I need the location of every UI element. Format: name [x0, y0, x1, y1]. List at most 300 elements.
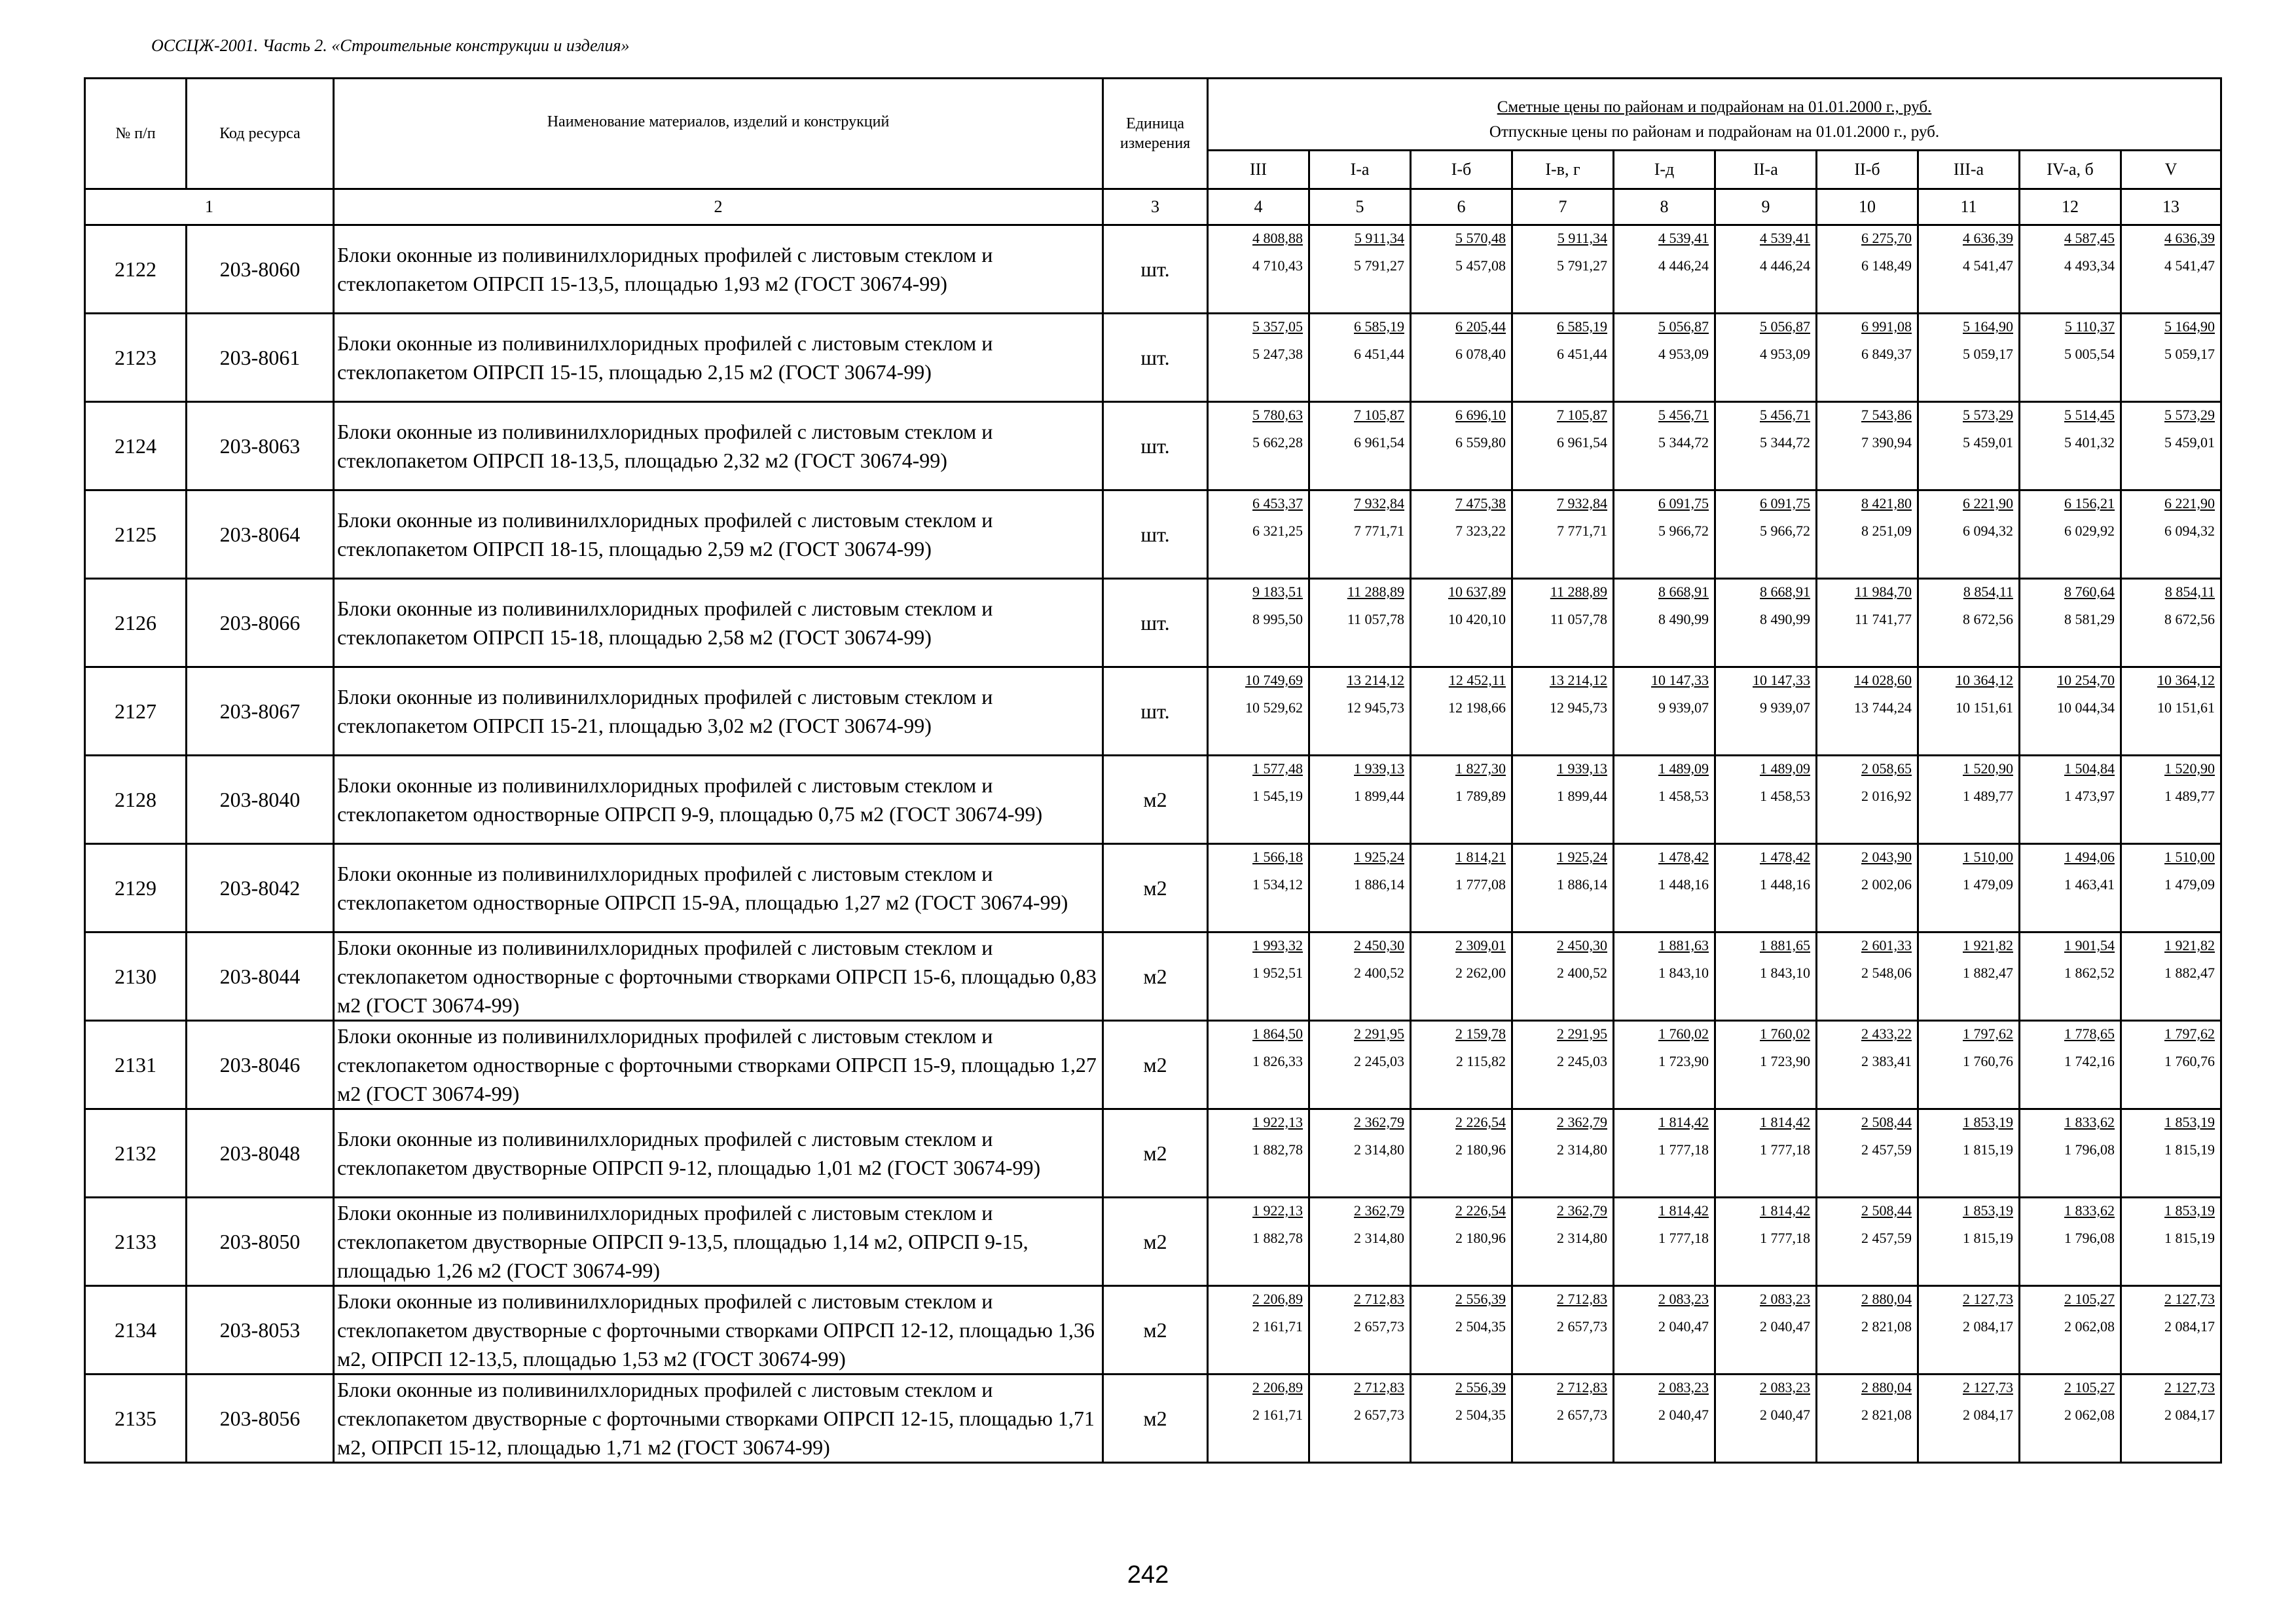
estimate-price: 4 587,45 [2064, 230, 2115, 246]
release-price: 4 446,24 [1658, 257, 1709, 274]
table-row [85, 1021, 2221, 1109]
estimate-price: 5 357,05 [1252, 318, 1303, 335]
release-price: 4 710,43 [1252, 257, 1303, 274]
price-cell [1817, 1198, 1918, 1286]
release-price: 1 815,19 [1963, 1230, 2013, 1246]
price-cell [1715, 1286, 1817, 1375]
price-cell [1817, 1021, 1918, 1109]
estimate-price: 4 636,39 [2164, 230, 2215, 246]
estimate-price: 6 453,37 [1252, 495, 1303, 511]
estimate-price: 2 508,44 [1861, 1202, 1912, 1219]
release-price: 7 771,71 [1354, 523, 1404, 539]
release-price: 11 741,77 [1854, 611, 1912, 627]
release-price: 1 789,89 [1455, 788, 1506, 804]
item-name: Блоки оконные из поливинилхлоридных профилей с листовым стеклом и стеклопакетом одностворные ОПРСП 15-9А, площадью 1,27 м2 (ГОСТ 30674-99) [334, 844, 1103, 932]
price-cell [2020, 314, 2121, 402]
item-name: Блоки оконные из поливинилхлоридных профилей с листовым стеклом и стеклопакетом двустворные с форточными створками ОПРСП 12-12, площадью 1,36 м2, ОПРСП 12-13,5, площадью 1,53 м2 (ГОСТ 30674-99) [334, 1286, 1103, 1375]
release-price: 12 945,73 [1550, 699, 1607, 716]
estimate-price: 10 254,70 [2057, 672, 2115, 688]
resource-code: 203-8042 [187, 844, 334, 932]
estimate-price: 1 814,42 [1760, 1114, 1810, 1130]
price-cell [1614, 756, 1715, 844]
header-estimate-prices: Сметные цены по районам и подрайонам на 01.01.2000 г., руб. [1497, 98, 1932, 117]
unit-of-measure: м2 [1103, 1109, 1208, 1198]
estimate-price: 1 833,62 [2064, 1202, 2115, 1219]
release-price: 2 180,96 [1455, 1141, 1506, 1158]
resource-code: 203-8044 [187, 932, 334, 1021]
estimate-price: 1 922,13 [1252, 1202, 1303, 1219]
release-price: 2 457,59 [1861, 1141, 1912, 1158]
price-cell [1715, 579, 1817, 667]
price-cell [1411, 579, 1512, 667]
release-price: 1 815,19 [2164, 1230, 2215, 1246]
release-price: 1 545,19 [1252, 788, 1303, 804]
price-cell [1411, 225, 1512, 314]
estimate-price: 1 853,19 [1963, 1114, 2013, 1130]
estimate-price: 1 881,65 [1760, 937, 1810, 953]
estimate-price: 2 450,30 [1354, 937, 1404, 953]
price-cell [1309, 844, 1411, 932]
release-price: 10 151,61 [1956, 699, 2013, 716]
estimate-price: 8 668,91 [1760, 583, 1810, 600]
release-price: 1 448,16 [1760, 876, 1810, 893]
row-number: 2132 [85, 1109, 187, 1198]
price-cell [2121, 1198, 2221, 1286]
item-name: Блоки оконные из поливинилхлоридных профилей с листовым стеклом и стеклопакетом ОПРСП 15-18, площадью 2,58 м2 (ГОСТ 30674-99) [334, 579, 1103, 667]
column-number: 2 [334, 189, 1103, 225]
estimate-price: 5 164,90 [1963, 318, 2013, 335]
release-price: 1 760,76 [2164, 1053, 2215, 1069]
price-cell [1817, 1109, 1918, 1198]
estimate-price: 1 853,19 [2164, 1202, 2215, 1219]
price-cell [2020, 844, 2121, 932]
estimate-price: 10 147,33 [1753, 672, 1810, 688]
release-price: 2 657,73 [1354, 1407, 1404, 1423]
release-price: 2 115,82 [1455, 1053, 1506, 1069]
release-price: 11 057,78 [1347, 611, 1404, 627]
estimate-price: 1 797,62 [1963, 1025, 2013, 1042]
item-name: Блоки оконные из поливинилхлоридных профилей с листовым стеклом и стеклопакетом двустворные с форточными створками ОПРСП 12-15, площадью 1,71 м2, ОПРСП 15-12, площадью 1,71 м2 (ГОСТ 30674-99) [334, 1375, 1103, 1463]
release-price: 5 791,27 [1354, 257, 1404, 274]
release-price: 8 251,09 [1861, 523, 1912, 539]
price-cell [2020, 225, 2121, 314]
price-cell [2121, 1286, 2221, 1375]
release-price: 9 939,07 [1760, 699, 1810, 716]
estimate-price: 6 091,75 [1760, 495, 1810, 511]
release-price: 5 457,08 [1455, 257, 1506, 274]
price-cell [1411, 402, 1512, 490]
resource-code: 203-8063 [187, 402, 334, 490]
price-cell [1614, 844, 1715, 932]
estimate-price: 4 808,88 [1252, 230, 1303, 246]
price-cell [2121, 756, 2221, 844]
resource-code: 203-8056 [187, 1375, 334, 1463]
release-price: 8 490,99 [1658, 611, 1709, 627]
estimate-price: 5 164,90 [2164, 318, 2215, 335]
price-cell [1512, 1109, 1614, 1198]
release-price: 1 760,76 [1963, 1053, 2013, 1069]
item-name: Блоки оконные из поливинилхлоридных профилей с листовым стеклом и стеклопакетом двустворные ОПРСП 9-13,5, площадью 1,14 м2, ОПРСП 9-15, площадью 1,26 м2 (ГОСТ 30674-99) [334, 1198, 1103, 1286]
estimate-price: 2 362,79 [1354, 1202, 1404, 1219]
estimate-price: 1 921,82 [2164, 937, 2215, 953]
price-cell [2121, 667, 2221, 756]
resource-code: 203-8064 [187, 490, 334, 579]
estimate-price: 10 147,33 [1651, 672, 1709, 688]
release-price: 6 451,44 [1354, 346, 1404, 362]
item-name: Блоки оконные из поливинилхлоридных профилей с листовым стеклом и стеклопакетом ОПРСП 15-21, площадью 3,02 м2 (ГОСТ 30674-99) [334, 667, 1103, 756]
estimate-price: 4 539,41 [1760, 230, 1810, 246]
price-cell [2121, 932, 2221, 1021]
estimate-price: 10 749,69 [1245, 672, 1303, 688]
unit-of-measure: м2 [1103, 1021, 1208, 1109]
price-cell [1208, 490, 1309, 579]
estimate-price: 2 206,89 [1252, 1379, 1303, 1395]
estimate-price: 6 221,90 [2164, 495, 2215, 511]
unit-of-measure: шт. [1103, 579, 1208, 667]
estimate-price: 1 520,90 [1963, 760, 2013, 777]
release-price: 1 882,78 [1252, 1230, 1303, 1246]
price-cell [1614, 490, 1715, 579]
release-price: 1 777,08 [1455, 876, 1506, 893]
release-price: 2 040,47 [1760, 1318, 1810, 1335]
release-price: 1 843,10 [1760, 965, 1810, 981]
release-price: 2 084,17 [1963, 1318, 2013, 1335]
estimate-price: 2 043,90 [1861, 849, 1912, 865]
estimate-price: 2 712,83 [1557, 1291, 1607, 1307]
estimate-price: 2 159,78 [1455, 1025, 1506, 1042]
estimate-price: 2 105,27 [2064, 1291, 2115, 1307]
release-price: 2 245,03 [1557, 1053, 1607, 1069]
estimate-price: 8 760,64 [2064, 583, 2115, 600]
header-code: Код ресурса [187, 79, 334, 189]
price-cell [1208, 667, 1309, 756]
estimate-price: 1 510,00 [1963, 849, 2013, 865]
estimate-price: 5 573,29 [2164, 407, 2215, 423]
price-cell [1918, 1021, 2020, 1109]
release-price: 5 005,54 [2064, 346, 2115, 362]
estimate-price: 2 309,01 [1455, 937, 1506, 953]
release-price: 11 057,78 [1550, 611, 1607, 627]
price-cell [1208, 1021, 1309, 1109]
column-number: 3 [1103, 189, 1208, 225]
price-cell [1715, 1375, 1817, 1463]
estimate-price: 1 778,65 [2064, 1025, 2115, 1042]
estimate-price: 1 939,13 [1354, 760, 1404, 777]
estimate-price: 2 058,65 [1861, 760, 1912, 777]
column-number: 8 [1614, 189, 1715, 225]
release-price: 2 180,96 [1455, 1230, 1506, 1246]
release-price: 1 815,19 [2164, 1141, 2215, 1158]
estimate-price: 1 827,30 [1455, 760, 1506, 777]
release-price: 5 662,28 [1252, 434, 1303, 451]
price-cell [2121, 579, 2221, 667]
price-cell [1817, 1375, 1918, 1463]
release-price: 10 529,62 [1245, 699, 1303, 716]
estimate-price: 2 226,54 [1455, 1202, 1506, 1219]
table-row [85, 1109, 2221, 1198]
price-cell [2020, 402, 2121, 490]
price-cell [1715, 1198, 1817, 1286]
estimate-price: 1 797,62 [2164, 1025, 2215, 1042]
estimate-price: 2 083,23 [1760, 1291, 1810, 1307]
release-price: 1 777,18 [1658, 1230, 1709, 1246]
price-cell [1512, 225, 1614, 314]
release-price: 1 843,10 [1658, 965, 1709, 981]
price-cell [1918, 490, 2020, 579]
region-header: I-б [1411, 151, 1512, 189]
price-cell [1817, 314, 1918, 402]
price-cell [2020, 1198, 2121, 1286]
price-cell [1715, 932, 1817, 1021]
price-cell [1715, 667, 1817, 756]
release-price: 2 657,73 [1557, 1318, 1607, 1335]
price-cell [1208, 402, 1309, 490]
price-cell [1918, 579, 2020, 667]
price-cell [1411, 1021, 1512, 1109]
release-price: 8 672,56 [1963, 611, 2013, 627]
estimate-price: 8 668,91 [1658, 583, 1709, 600]
estimate-price: 2 712,83 [1354, 1291, 1404, 1307]
release-price: 6 849,37 [1861, 346, 1912, 362]
estimate-price: 5 911,34 [1557, 230, 1607, 246]
estimate-price: 1 993,32 [1252, 937, 1303, 953]
release-price: 5 401,32 [2064, 434, 2115, 451]
estimate-price: 1 577,48 [1252, 760, 1303, 777]
release-price: 5 966,72 [1760, 523, 1810, 539]
estimate-price: 1 921,82 [1963, 937, 2013, 953]
release-price: 12 198,66 [1448, 699, 1506, 716]
release-price: 1 723,90 [1658, 1053, 1709, 1069]
region-header: I-д [1614, 151, 1715, 189]
release-price: 1 886,14 [1354, 876, 1404, 893]
release-price: 6 451,44 [1557, 346, 1607, 362]
estimate-price: 2 291,95 [1557, 1025, 1607, 1042]
price-cell [1614, 314, 1715, 402]
unit-of-measure: м2 [1103, 1375, 1208, 1463]
price-cell [1614, 579, 1715, 667]
estimate-price: 2 127,73 [2164, 1291, 2215, 1307]
release-price: 2 400,52 [1557, 965, 1607, 981]
page-number: 242 [1127, 1561, 1169, 1589]
price-cell [1614, 402, 1715, 490]
price-cell [1715, 490, 1817, 579]
release-price: 1 458,53 [1658, 788, 1709, 804]
release-price: 2 314,80 [1557, 1230, 1607, 1246]
price-cell [1614, 1286, 1715, 1375]
price-cell [1411, 1375, 1512, 1463]
release-price: 1 777,18 [1760, 1141, 1810, 1158]
release-price: 12 945,73 [1347, 699, 1404, 716]
release-price: 2 821,08 [1861, 1407, 1912, 1423]
release-price: 7 390,94 [1861, 434, 1912, 451]
price-cell [1614, 1109, 1715, 1198]
price-cell [1817, 579, 1918, 667]
estimate-price: 1 864,50 [1252, 1025, 1303, 1042]
row-number: 2123 [85, 314, 187, 402]
estimate-price: 2 362,79 [1354, 1114, 1404, 1130]
release-price: 5 791,27 [1557, 257, 1607, 274]
estimate-price: 2 127,73 [1963, 1291, 2013, 1307]
price-cell [1411, 1286, 1512, 1375]
release-price: 2 314,80 [1354, 1230, 1404, 1246]
price-cell [1715, 225, 1817, 314]
row-number: 2134 [85, 1286, 187, 1375]
release-price: 2 383,41 [1861, 1053, 1912, 1069]
header-unit: Единица измерения [1103, 79, 1208, 189]
price-cell [2020, 932, 2121, 1021]
estimate-price: 2 712,83 [1557, 1379, 1607, 1395]
release-price: 4 541,47 [1963, 257, 2013, 274]
price-cell [1208, 932, 1309, 1021]
price-cell [2020, 1286, 2121, 1375]
region-header: II-а [1715, 151, 1817, 189]
price-cell [1817, 756, 1918, 844]
estimate-price: 13 214,12 [1550, 672, 1607, 688]
column-number: 9 [1715, 189, 1817, 225]
price-cell [2121, 1021, 2221, 1109]
header-name: Наименование материалов, изделий и конструкций [334, 79, 1103, 189]
price-cell [1918, 1286, 2020, 1375]
estimate-price: 2 712,83 [1354, 1379, 1404, 1395]
estimate-price: 7 543,86 [1861, 407, 1912, 423]
price-cell [2121, 1109, 2221, 1198]
release-price: 1 952,51 [1252, 965, 1303, 981]
release-price: 2 504,35 [1455, 1318, 1506, 1335]
estimate-price: 1 478,42 [1658, 849, 1709, 865]
price-cell [1309, 579, 1411, 667]
price-cell [1918, 667, 2020, 756]
price-cell [1918, 1198, 2020, 1286]
estimate-price: 1 494,06 [2064, 849, 2115, 865]
release-price: 6 148,49 [1861, 257, 1912, 274]
item-name: Блоки оконные из поливинилхлоридных профилей с листовым стеклом и стеклопакетом одностворные с форточными створками ОПРСП 15-6, площадью 0,83 м2 (ГОСТ 30674-99) [334, 932, 1103, 1021]
release-price: 6 559,80 [1455, 434, 1506, 451]
estimate-price: 6 585,19 [1557, 318, 1607, 335]
estimate-price: 6 205,44 [1455, 318, 1506, 335]
estimate-price: 12 452,11 [1448, 672, 1506, 688]
price-cell [1918, 932, 2020, 1021]
estimate-price: 11 288,89 [1550, 583, 1607, 600]
price-cell [1817, 844, 1918, 932]
release-price: 2 161,71 [1252, 1318, 1303, 1335]
header-price-group [1208, 79, 2221, 151]
price-cell [2020, 1375, 2121, 1463]
estimate-price: 5 056,87 [1658, 318, 1709, 335]
resource-code: 203-8050 [187, 1198, 334, 1286]
price-cell [1715, 756, 1817, 844]
release-price: 1 815,19 [1963, 1141, 2013, 1158]
estimate-price: 2 880,04 [1861, 1379, 1912, 1395]
item-name: Блоки оконные из поливинилхлоридных профилей с листовым стеклом и стеклопакетом ОПРСП 18-13,5, площадью 2,32 м2 (ГОСТ 30674-99) [334, 402, 1103, 490]
unit-of-measure: м2 [1103, 1286, 1208, 1375]
header-num: № п/п [85, 79, 187, 189]
item-name: Блоки оконные из поливинилхлоридных профилей с листовым стеклом и стеклопакетом одностворные с форточными створками ОПРСП 15-9, площадью 1,27 м2 (ГОСТ 30674-99) [334, 1021, 1103, 1109]
estimate-price: 2 083,23 [1658, 1379, 1709, 1395]
table-row [85, 932, 2221, 1021]
region-header: I-в, г [1512, 151, 1614, 189]
release-price: 2 314,80 [1557, 1141, 1607, 1158]
estimate-price: 2 450,30 [1557, 937, 1607, 953]
running-header: ОССЦЖ-2001. Часть 2. «Строительные конструкции и изделия» [151, 36, 630, 55]
estimate-price: 1 760,02 [1760, 1025, 1810, 1042]
release-price: 1 489,77 [2164, 788, 2215, 804]
price-cell [2121, 1375, 2221, 1463]
price-cell [1208, 314, 1309, 402]
price-cell [2020, 1109, 2121, 1198]
resource-code: 203-8067 [187, 667, 334, 756]
release-price: 5 966,72 [1658, 523, 1709, 539]
table-row [85, 667, 2221, 756]
estimate-price: 2 433,22 [1861, 1025, 1912, 1042]
release-price: 2 084,17 [2164, 1318, 2215, 1335]
estimate-price: 6 991,08 [1861, 318, 1912, 335]
price-cell [1411, 932, 1512, 1021]
price-cell [1512, 1375, 1614, 1463]
price-cell [1309, 932, 1411, 1021]
estimate-price: 13 214,12 [1347, 672, 1404, 688]
estimate-price: 11 288,89 [1347, 583, 1404, 600]
price-cell [1715, 844, 1817, 932]
release-price: 1 742,16 [2064, 1053, 2115, 1069]
price-cell [1715, 314, 1817, 402]
estimate-price: 1 853,19 [1963, 1202, 2013, 1219]
estimate-price: 1 925,24 [1354, 849, 1404, 865]
estimate-price: 10 637,89 [1448, 583, 1506, 600]
estimate-price: 1 881,63 [1658, 937, 1709, 953]
release-price: 1 723,90 [1760, 1053, 1810, 1069]
release-price: 6 961,54 [1557, 434, 1607, 451]
release-price: 2 062,08 [2064, 1407, 2115, 1423]
price-cell [1715, 402, 1817, 490]
table-row [85, 1375, 2221, 1463]
release-price: 1 479,09 [1963, 876, 2013, 893]
estimate-price: 7 932,84 [1354, 495, 1404, 511]
region-header: III-а [1918, 151, 2020, 189]
estimate-price: 8 854,11 [1963, 583, 2013, 600]
price-cell [1817, 490, 1918, 579]
price-cell [1309, 225, 1411, 314]
price-cell [1411, 1109, 1512, 1198]
estimate-price: 1 489,09 [1760, 760, 1810, 777]
unit-of-measure: шт. [1103, 667, 1208, 756]
price-cell [1512, 844, 1614, 932]
release-price: 1 458,53 [1760, 788, 1810, 804]
estimate-price: 5 911,34 [1354, 230, 1404, 246]
estimate-price: 1 478,42 [1760, 849, 1810, 865]
release-price: 7 771,71 [1557, 523, 1607, 539]
column-number: 1 [85, 189, 334, 225]
release-price: 1 777,18 [1658, 1141, 1709, 1158]
estimate-price: 4 636,39 [1963, 230, 2013, 246]
price-cell [1512, 402, 1614, 490]
item-name: Блоки оконные из поливинилхлоридных профилей с листовым стеклом и стеклопакетом одностворные ОПРСП 9-9, площадью 0,75 м2 (ГОСТ 30674-99) [334, 756, 1103, 844]
price-cell [1411, 314, 1512, 402]
estimate-price: 5 056,87 [1760, 318, 1810, 335]
price-cell [2020, 667, 2121, 756]
estimate-price: 1 939,13 [1557, 760, 1607, 777]
estimate-price: 11 984,70 [1854, 583, 1912, 600]
release-price: 8 581,29 [2064, 611, 2115, 627]
resource-code: 203-8061 [187, 314, 334, 402]
row-number: 2130 [85, 932, 187, 1021]
estimate-price: 1 814,42 [1760, 1202, 1810, 1219]
column-number-row [85, 189, 2221, 225]
release-price: 1 463,41 [2064, 876, 2115, 893]
estimate-price: 1 922,13 [1252, 1114, 1303, 1130]
estimate-price: 10 364,12 [2157, 672, 2215, 688]
item-name: Блоки оконные из поливинилхлоридных профилей с листовым стеклом и стеклопакетом двустворные ОПРСП 9-12, площадью 1,01 м2 (ГОСТ 30674-99) [334, 1109, 1103, 1198]
release-price: 6 029,92 [2064, 523, 2115, 539]
